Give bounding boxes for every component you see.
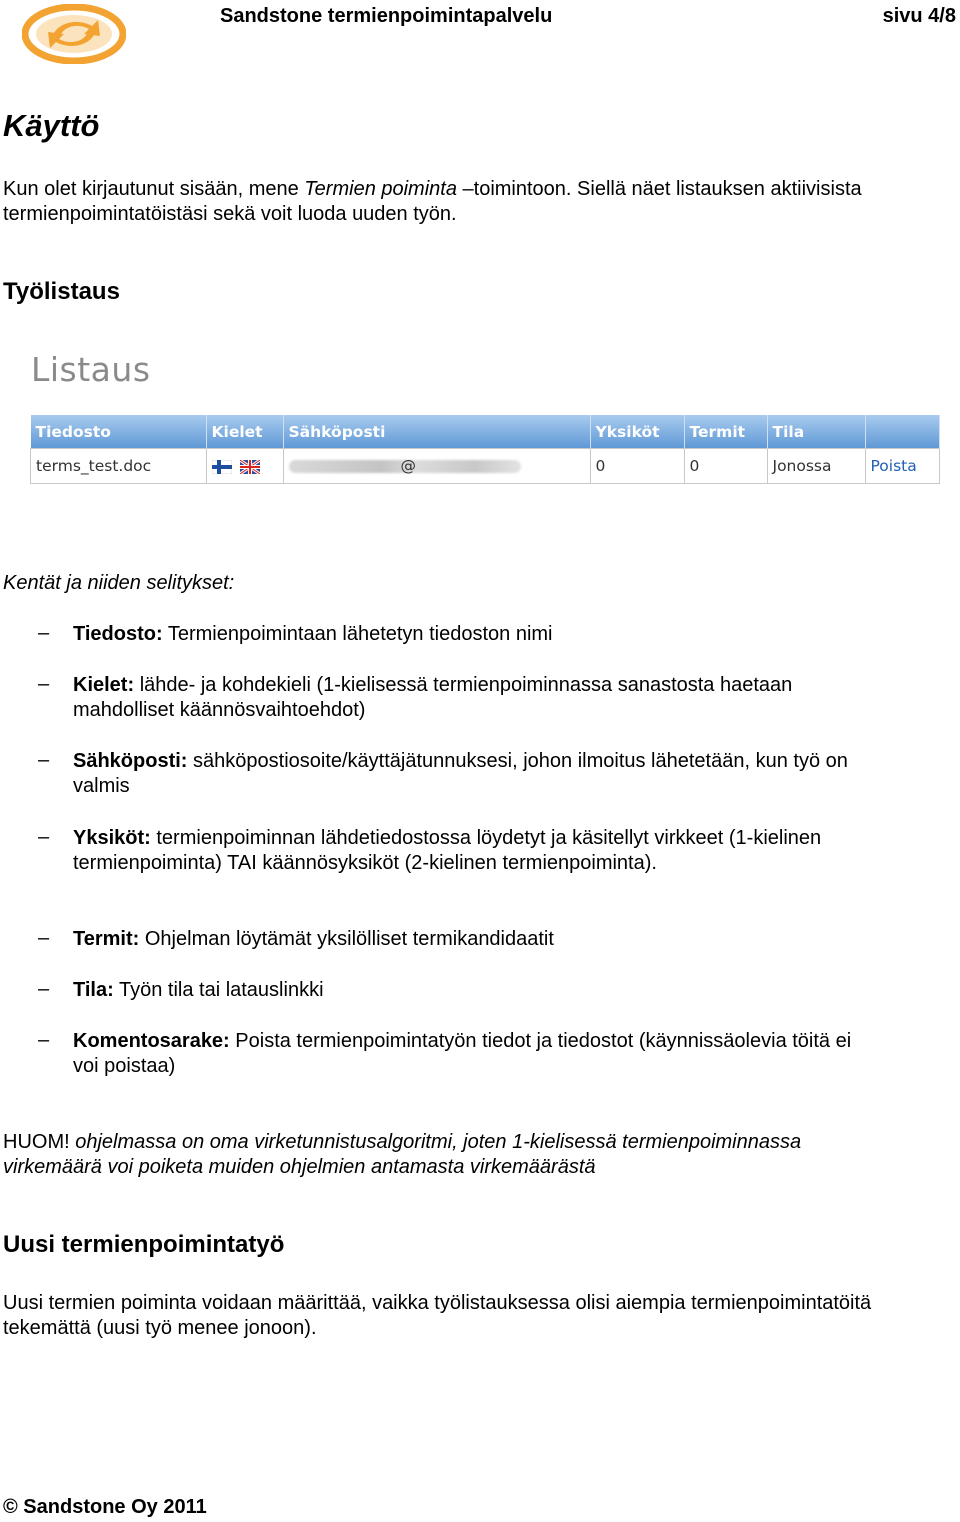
field-label: Sähköposti: (73, 750, 188, 772)
column-header (865, 415, 940, 449)
intro-text: Kun olet kirjautunut sisään, mene (3, 178, 305, 200)
field-description: Työn tila tai latauslinkki (118, 979, 324, 1001)
footer-copyright: © Sandstone Oy 2011 (3, 1496, 207, 1518)
intro-text-cont: –toimintoon. Siellä näet listauksen aktiivisista (456, 178, 862, 200)
terms-cell: 0 (684, 449, 767, 484)
languages-cell (206, 449, 283, 484)
worklist-heading: Työlistaus (3, 278, 120, 305)
page-number: sivu 4/8 (882, 5, 956, 27)
intro-line2: termienpoimintatöistäsi sekä voit luoda uuden työn. (3, 203, 457, 225)
field-label: Tiedosto: (73, 623, 163, 645)
section-title: Käyttö (3, 108, 100, 143)
list-item (73, 978, 933, 1003)
field-description: Poista termienpoimintatyön tiedot ja tiedostot (käynnissäolevia töitä ei (235, 1030, 852, 1052)
list-item (73, 1029, 933, 1079)
header-title: Sandstone termienpoimintapalvelu (220, 5, 553, 27)
field-description: voi poistaa) (73, 1055, 176, 1077)
note-prefix: HUOM! (3, 1131, 70, 1153)
delete-link[interactable]: Poista (870, 457, 917, 475)
english-flag-icon (240, 460, 260, 474)
field-description: termienpoiminnan lähdetiedostossa löydetyt ja käsitellyt virkkeet (1-kielinen (156, 827, 822, 849)
column-header[interactable]: Sähköposti (283, 415, 590, 449)
list-marker: – (38, 927, 50, 949)
file-cell: terms_test.doc (31, 449, 207, 484)
list-item (73, 927, 933, 952)
email-cell (283, 449, 590, 484)
list-marker: – (38, 622, 50, 644)
intro-emphasis: Termien poiminta (304, 178, 457, 200)
field-description: Termienpoimintaan lähetetyn tiedoston nimi (167, 623, 553, 645)
new-job-text: tekemättä (uusi työ menee jonoon). (3, 1317, 317, 1339)
note-text: ohjelmassa on oma virketunnistusalgoritmi, joten 1-kielisessä termienpoiminnassa (69, 1131, 802, 1153)
field-description: valmis (73, 775, 130, 797)
sandstone-logo-icon (22, 4, 126, 64)
list-marker: – (38, 749, 50, 771)
column-header[interactable]: Tiedosto (31, 415, 207, 449)
note-text: virkemäärä voi poiketa muiden ohjelmien antamasta virkemäärästä (3, 1156, 596, 1178)
table-row (31, 449, 940, 484)
column-header[interactable]: Kielet (206, 415, 283, 449)
field-label: Termit: (73, 928, 140, 950)
field-label: Yksiköt: (73, 827, 151, 849)
field-description: lähde- ja kohdekieli (1-kielisessä termienpoiminnassa sanastosta haetaan (139, 674, 793, 696)
list-item (73, 826, 933, 876)
fields-heading: Kentät ja niiden selitykset: (3, 572, 235, 594)
new-job-paragraph (3, 1291, 871, 1341)
field-description: Ohjelman löytämät yksilölliset termikandidaatit (144, 928, 554, 950)
new-job-text: Uusi termien poiminta voidaan määrittää, vaikka työlistauksessa olisi aiempia termienpoimintatöitä (3, 1292, 872, 1314)
field-description: mahdolliset käännösvaihtoehdot) (73, 699, 366, 721)
list-marker: – (38, 673, 50, 695)
list-item (73, 749, 933, 799)
field-description: sähköpostiosoite/käyttäjätunnuksesi, johon ilmoitus lähetetään, kun työ on (193, 750, 848, 772)
field-description: termienpoiminta) TAI käännösyksiköt (2-kielinen termienpoiminta). (73, 852, 657, 874)
units-cell: 0 (590, 449, 684, 484)
finnish-flag-icon (212, 460, 232, 474)
intro-paragraph (3, 177, 862, 227)
note-paragraph (3, 1130, 801, 1180)
list-item (73, 673, 933, 723)
email-at-sign: @ (400, 457, 416, 475)
status-cell: Jonossa (767, 449, 865, 484)
table-header-row (31, 415, 940, 449)
listing-title: Listaus (31, 350, 151, 389)
list-marker: – (38, 1029, 50, 1051)
new-job-heading: Uusi termienpoimintatyö (3, 1231, 285, 1258)
column-header[interactable]: Tila (767, 415, 865, 449)
field-label: Kielet: (73, 674, 135, 696)
column-header[interactable]: Termit (684, 415, 767, 449)
list-item (73, 622, 933, 647)
list-marker: – (38, 978, 50, 1000)
list-marker: – (38, 826, 50, 848)
action-cell (865, 449, 940, 484)
field-label: Komentosarake: (73, 1030, 230, 1052)
field-label: Tila: (73, 979, 114, 1001)
job-listing-table (30, 415, 940, 484)
column-header[interactable]: Yksiköt (590, 415, 684, 449)
